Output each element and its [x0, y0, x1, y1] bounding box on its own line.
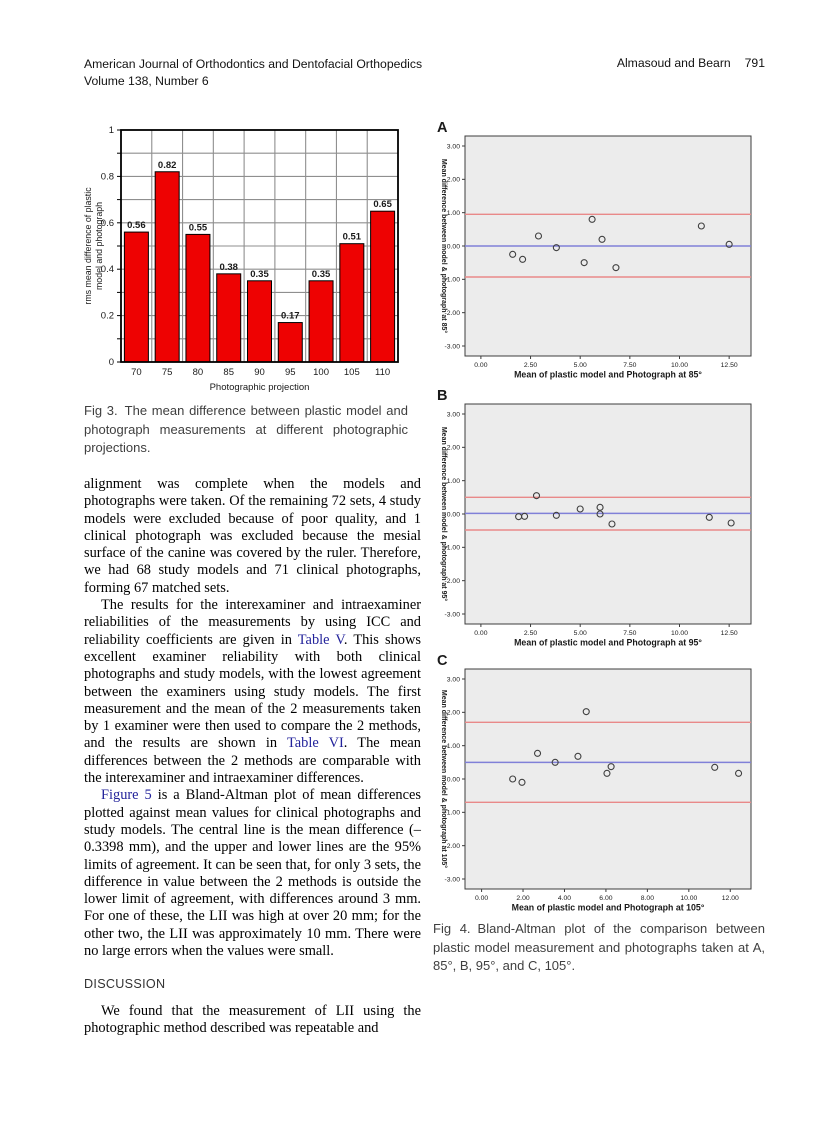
y-tick-label: 0.00 [446, 776, 460, 784]
x-tick-label: 95 [284, 367, 296, 378]
bar-value-label: 0.35 [250, 268, 269, 280]
body-text: . This shows excellent examiner reliability with both clinical photographs and study models, with the lowest agreement between the examiners using study models. The first measurement and the mean of the 2 measurements taken by 1 examiner were then used to compare the 2 methods, and the results are shown in [84, 631, 421, 752]
x-tick-label: 0.00 [474, 362, 488, 369]
fig4-caption-text: Bland-Altman plot of the comparison between plastic model measurement and photographs taken at A, 85°, B, 95°, and C, 105°. [433, 921, 765, 974]
table-v-link[interactable]: Table V [297, 631, 344, 648]
fig4-panel-c-chart [433, 651, 765, 915]
body-text: We found that the measurement of LII using the photographic method described was repeatable and [84, 1002, 421, 1036]
x-tick-label: 10.00 [670, 362, 689, 369]
fig3-caption-text: The mean difference between plastic model and photograph measurements at different photographic projections. [84, 403, 409, 456]
table-vi-link[interactable]: Table VI [286, 735, 344, 752]
x-tick-label: 0.00 [474, 630, 488, 637]
y-tick-label: -2.00 [444, 578, 460, 586]
y-tick-label: -1.00 [444, 276, 460, 284]
y-tick-label: 1.00 [446, 210, 460, 218]
x-tick-label: 90 [254, 367, 265, 378]
y-axis-title: rms mean difference of plastic [83, 187, 93, 305]
body-text: is a Bland-Altman plot of mean differences plotted against mean values for clinical photographs and study models. The central line is the mean difference (–0.3398 mm), and the upper and lower lines are the 95% limits of agreement. It can be seen that, for only 3 sets, the difference in value between the 2 methods is outside the lower limit of agreement, with differences around 3 mm. For one of these, the LII was high at over 20 mm; for the other two, the LII was approximately 10 mm. There were no large errors when the values were small. [84, 787, 421, 960]
body-text: . The mean differences between the 2 methods are comparable with the interexaminer and intraexaminer differences. [84, 735, 421, 787]
bar [309, 281, 333, 362]
y-tick-label: 3.00 [446, 143, 460, 151]
bar [340, 244, 364, 362]
y-tick-label: 2.00 [446, 176, 460, 184]
bar-value-label: 0.65 [373, 199, 392, 211]
y-tick-label: 0.8 [100, 171, 114, 183]
y-tick-label: 0.6 [100, 217, 114, 229]
x-tick-label: 75 [161, 367, 173, 378]
y-tick-label: -2.00 [444, 843, 460, 851]
y-tick-label: -3.00 [444, 611, 460, 619]
bar-value-label: 0.38 [219, 261, 238, 273]
y-tick-label: -1.00 [444, 809, 460, 817]
y-tick-label: 1 [108, 125, 114, 136]
running-head [617, 56, 765, 70]
y-tick-label: 2.00 [446, 709, 460, 717]
x-axis-title: Photographic projection [209, 382, 310, 393]
y-tick-label: 0.00 [446, 243, 460, 251]
y-tick-label: 1.00 [446, 743, 460, 751]
x-tick-label: 80 [192, 367, 204, 378]
x-tick-label: 5.00 [573, 362, 587, 369]
x-tick-label: 2.00 [516, 895, 530, 902]
x-tick-label: 12.50 [720, 630, 738, 637]
x-axis-title: Mean of plastic model and Photograph at 85° [514, 369, 702, 380]
bar-value-label: 0.82 [157, 159, 177, 171]
y-tick-label: 0 [108, 357, 114, 368]
x-tick-label: 110 [375, 367, 391, 378]
y-tick-label: 2.00 [446, 444, 460, 452]
body-paragraph [84, 597, 421, 787]
panel-label: A [437, 120, 448, 136]
x-tick-label: 2.50 [523, 362, 538, 369]
running-head-page-number: 791 [744, 56, 765, 70]
x-tick-label: 10.00 [680, 895, 698, 902]
journal-volume: Volume 138, Number 6 [84, 73, 209, 88]
bar-value-label: 0.55 [188, 222, 208, 234]
body-paragraph [84, 476, 421, 597]
y-tick-label: -2.00 [444, 310, 460, 318]
bar-value-label: 0.56 [127, 220, 146, 232]
x-axis-title: Mean of plastic model and Photograph at 105° [511, 902, 705, 913]
body-text: alignment was complete when the models and photographs were taken. Of the remaining 72 sets, 4 study models were excluded because of poor quality, and 1 clinical photograph was excluded because the mesial surface of the canine was covered by the ruler. Therefore, we had 68 study models and 71 clinical photographs, forming 67 matched sets. [84, 476, 421, 596]
y-tick-label: 1.00 [446, 478, 460, 486]
body-paragraph [84, 787, 421, 960]
bar [248, 281, 272, 362]
fig3-caption [84, 402, 408, 458]
fig3-caption-label: Fig 3. [84, 403, 118, 418]
panel-label: B [437, 388, 448, 404]
bar [155, 172, 179, 362]
x-tick-label: 85 [223, 367, 235, 378]
y-tick-label: -3.00 [444, 343, 460, 351]
y-axis-title: Mean difference between model & photograph at 95° [440, 426, 447, 602]
y-axis-title: model and photograph [94, 201, 104, 291]
discussion-heading: DISCUSSION [84, 977, 166, 992]
bar-value-label: 0.17 [281, 310, 300, 322]
fig4-panel-b-chart [433, 386, 765, 650]
article-body [84, 476, 421, 1037]
x-tick-label: 2.50 [523, 630, 538, 637]
panel-label: C [437, 653, 448, 669]
bar-value-label: 0.51 [342, 231, 362, 243]
x-tick-label: 70 [131, 367, 142, 378]
x-tick-label: 105 [343, 367, 360, 378]
journal-title: American Journal of Orthodontics and Dentofacial Orthopedics [84, 57, 423, 71]
bar [124, 232, 148, 362]
x-tick-label: 8.00 [640, 895, 654, 902]
y-tick-label: -1.00 [444, 544, 460, 552]
x-tick-label: 10.00 [670, 630, 689, 637]
fig4-caption-label: Fig 4. [433, 921, 471, 936]
x-tick-label: 4.00 [557, 895, 572, 902]
x-tick-label: 7.50 [623, 362, 637, 369]
bar [371, 211, 395, 362]
figure-5-link[interactable]: Figure 5 [101, 787, 152, 804]
body-paragraph [84, 1003, 421, 1038]
x-tick-label: 100 [313, 367, 329, 378]
y-tick-label: 0.00 [446, 511, 460, 519]
y-tick-label: 0.2 [100, 310, 114, 322]
x-tick-label: 12.00 [721, 895, 739, 902]
x-tick-label: 0.00 [474, 895, 489, 902]
fig4-panel-a-chart [433, 118, 765, 382]
y-tick-label: 0.4 [100, 264, 114, 276]
bar [186, 234, 210, 362]
y-tick-label: 3.00 [446, 676, 460, 684]
bar [278, 323, 302, 362]
x-tick-label: 12.50 [720, 362, 738, 369]
y-axis-title: Mean difference between model & photograph at 85° [440, 158, 447, 334]
x-tick-label: 7.50 [623, 630, 637, 637]
running-head-authors: Almasoud and Bearn [616, 56, 731, 70]
body-text: The results for the interexaminer and intraexaminer reliabilities of the measurements by using ICC and reliability coefficients are given in [84, 597, 421, 648]
journal-header [84, 56, 422, 89]
bar-value-label: 0.35 [311, 268, 331, 280]
bar [217, 274, 241, 362]
x-axis-title: Mean of plastic model and Photograph at 95° [514, 637, 702, 648]
y-axis-title: Mean difference between model & photograph at 105° [440, 689, 447, 869]
x-tick-label: 6.00 [599, 895, 613, 902]
x-tick-label: 5.00 [573, 630, 587, 637]
fig3-bar-chart [80, 116, 420, 400]
y-tick-label: 3.00 [446, 411, 460, 419]
y-tick-label: -3.00 [444, 876, 460, 884]
fig4-caption [433, 920, 765, 976]
